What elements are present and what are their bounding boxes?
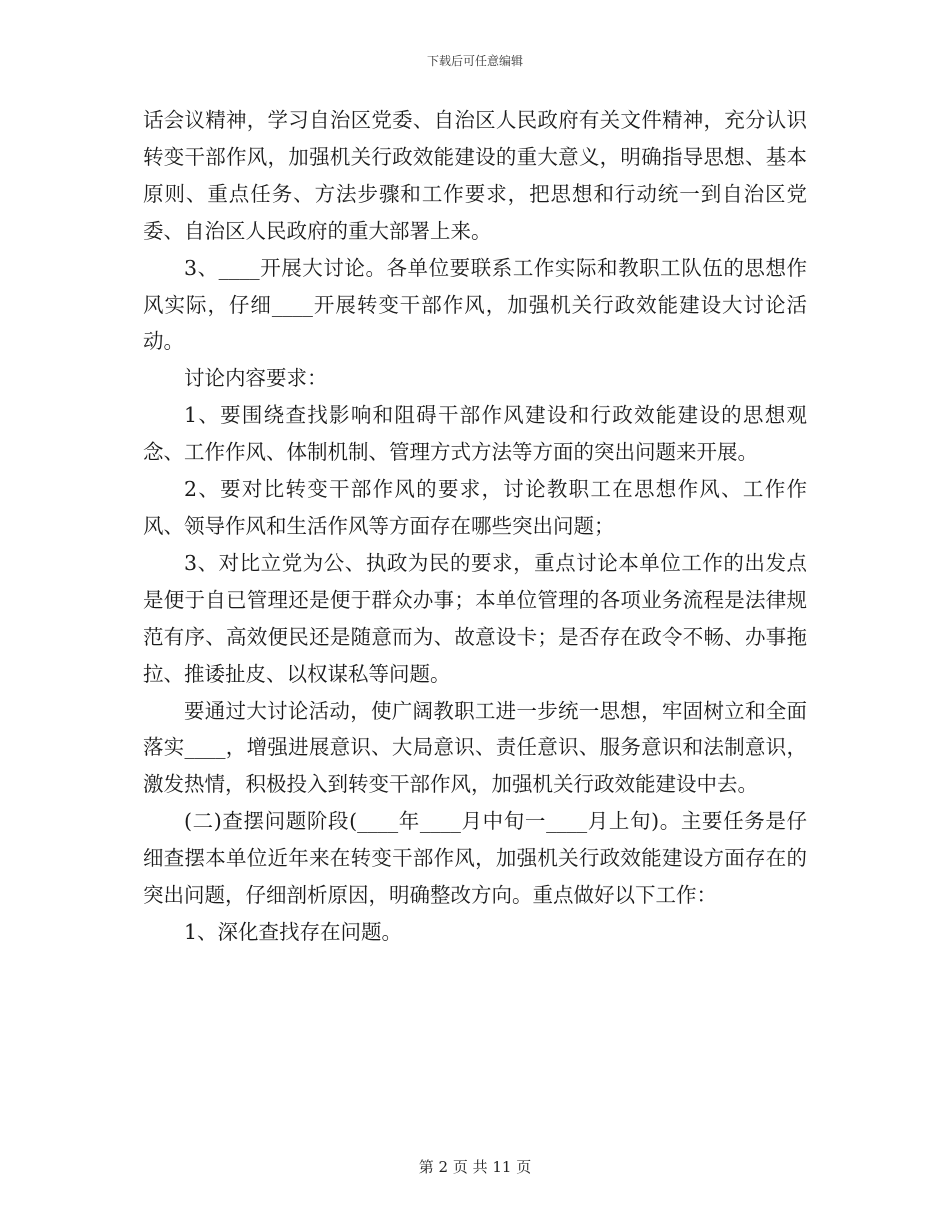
paragraph-requirement-2: 2、要对比转变干部作风的要求，讨论教职工在思想作风、工作作风、领导作风和生活作风等方面存在哪些突出问题；	[143, 477, 807, 538]
paragraph-stage-2-item-1: 1、深化查找存在问题。	[184, 919, 403, 944]
page-header: 下载后可任意编辑	[426, 54, 523, 68]
paragraph-stage-2: (二)查摆问题阶段(____年____月中旬一____月上旬)。主要任务是仔细查摆本单位近年来在转变干部作风，加强机关行政效能建设方面存在的突出问题，仔细剖析原因，明确整改方向。重点做好以下工作：	[143, 809, 807, 908]
document-body	[143, 102, 807, 951]
paragraph-discussion-requirements: 讨论内容要求：	[184, 366, 328, 391]
page-footer: 第 2 页 共 11 页	[418, 1158, 532, 1176]
paragraph-item-3-discussion: 3、____开展大讨论。各单位要联系工作实际和教职工队伍的思想作风实际，仔细____开展转变干部作风，加强机关行政效能建设大讨论活动。	[143, 255, 807, 354]
paragraph-discussion-goal: 要通过大讨论活动，使广阔教职工进一步统一思想，牢固树立和全面落实____，增强进展意识、大局意识、责任意识、服务意识和法制意识，激发热情，积极投入到转变干部作风，加强机关行政效能建设中去。	[143, 698, 807, 797]
paragraph-continuation: 话会议精神，学习自治区党委、自治区人民政府有关文件精神，充分认识转变干部作风，加强机关行政效能建设的重大意义，明确指导思想、基本原则、重点任务、方法步骤和工作要求，把思想和行动统一到自治区党委、自治区人民政府的重大部署上来。	[143, 108, 807, 243]
paragraph-requirement-1: 1、要围绕查找影响和阻碍干部作风建设和行政效能建设的思想观念、工作作风、体制机制、管理方式方法等方面的突出问题来开展。	[143, 403, 807, 465]
paragraph-requirement-3: 3、对比立党为公、执政为民的要求，重点讨论本单位工作的出发点是便于自已管理还是便于群众办事；本单位管理的各项业务流程是法律规范有序、高效便民还是随意而为、故意设卡；是否存在政令不畅、办事拖拉、推诿扯皮、以权谋私等问题。	[143, 550, 807, 686]
